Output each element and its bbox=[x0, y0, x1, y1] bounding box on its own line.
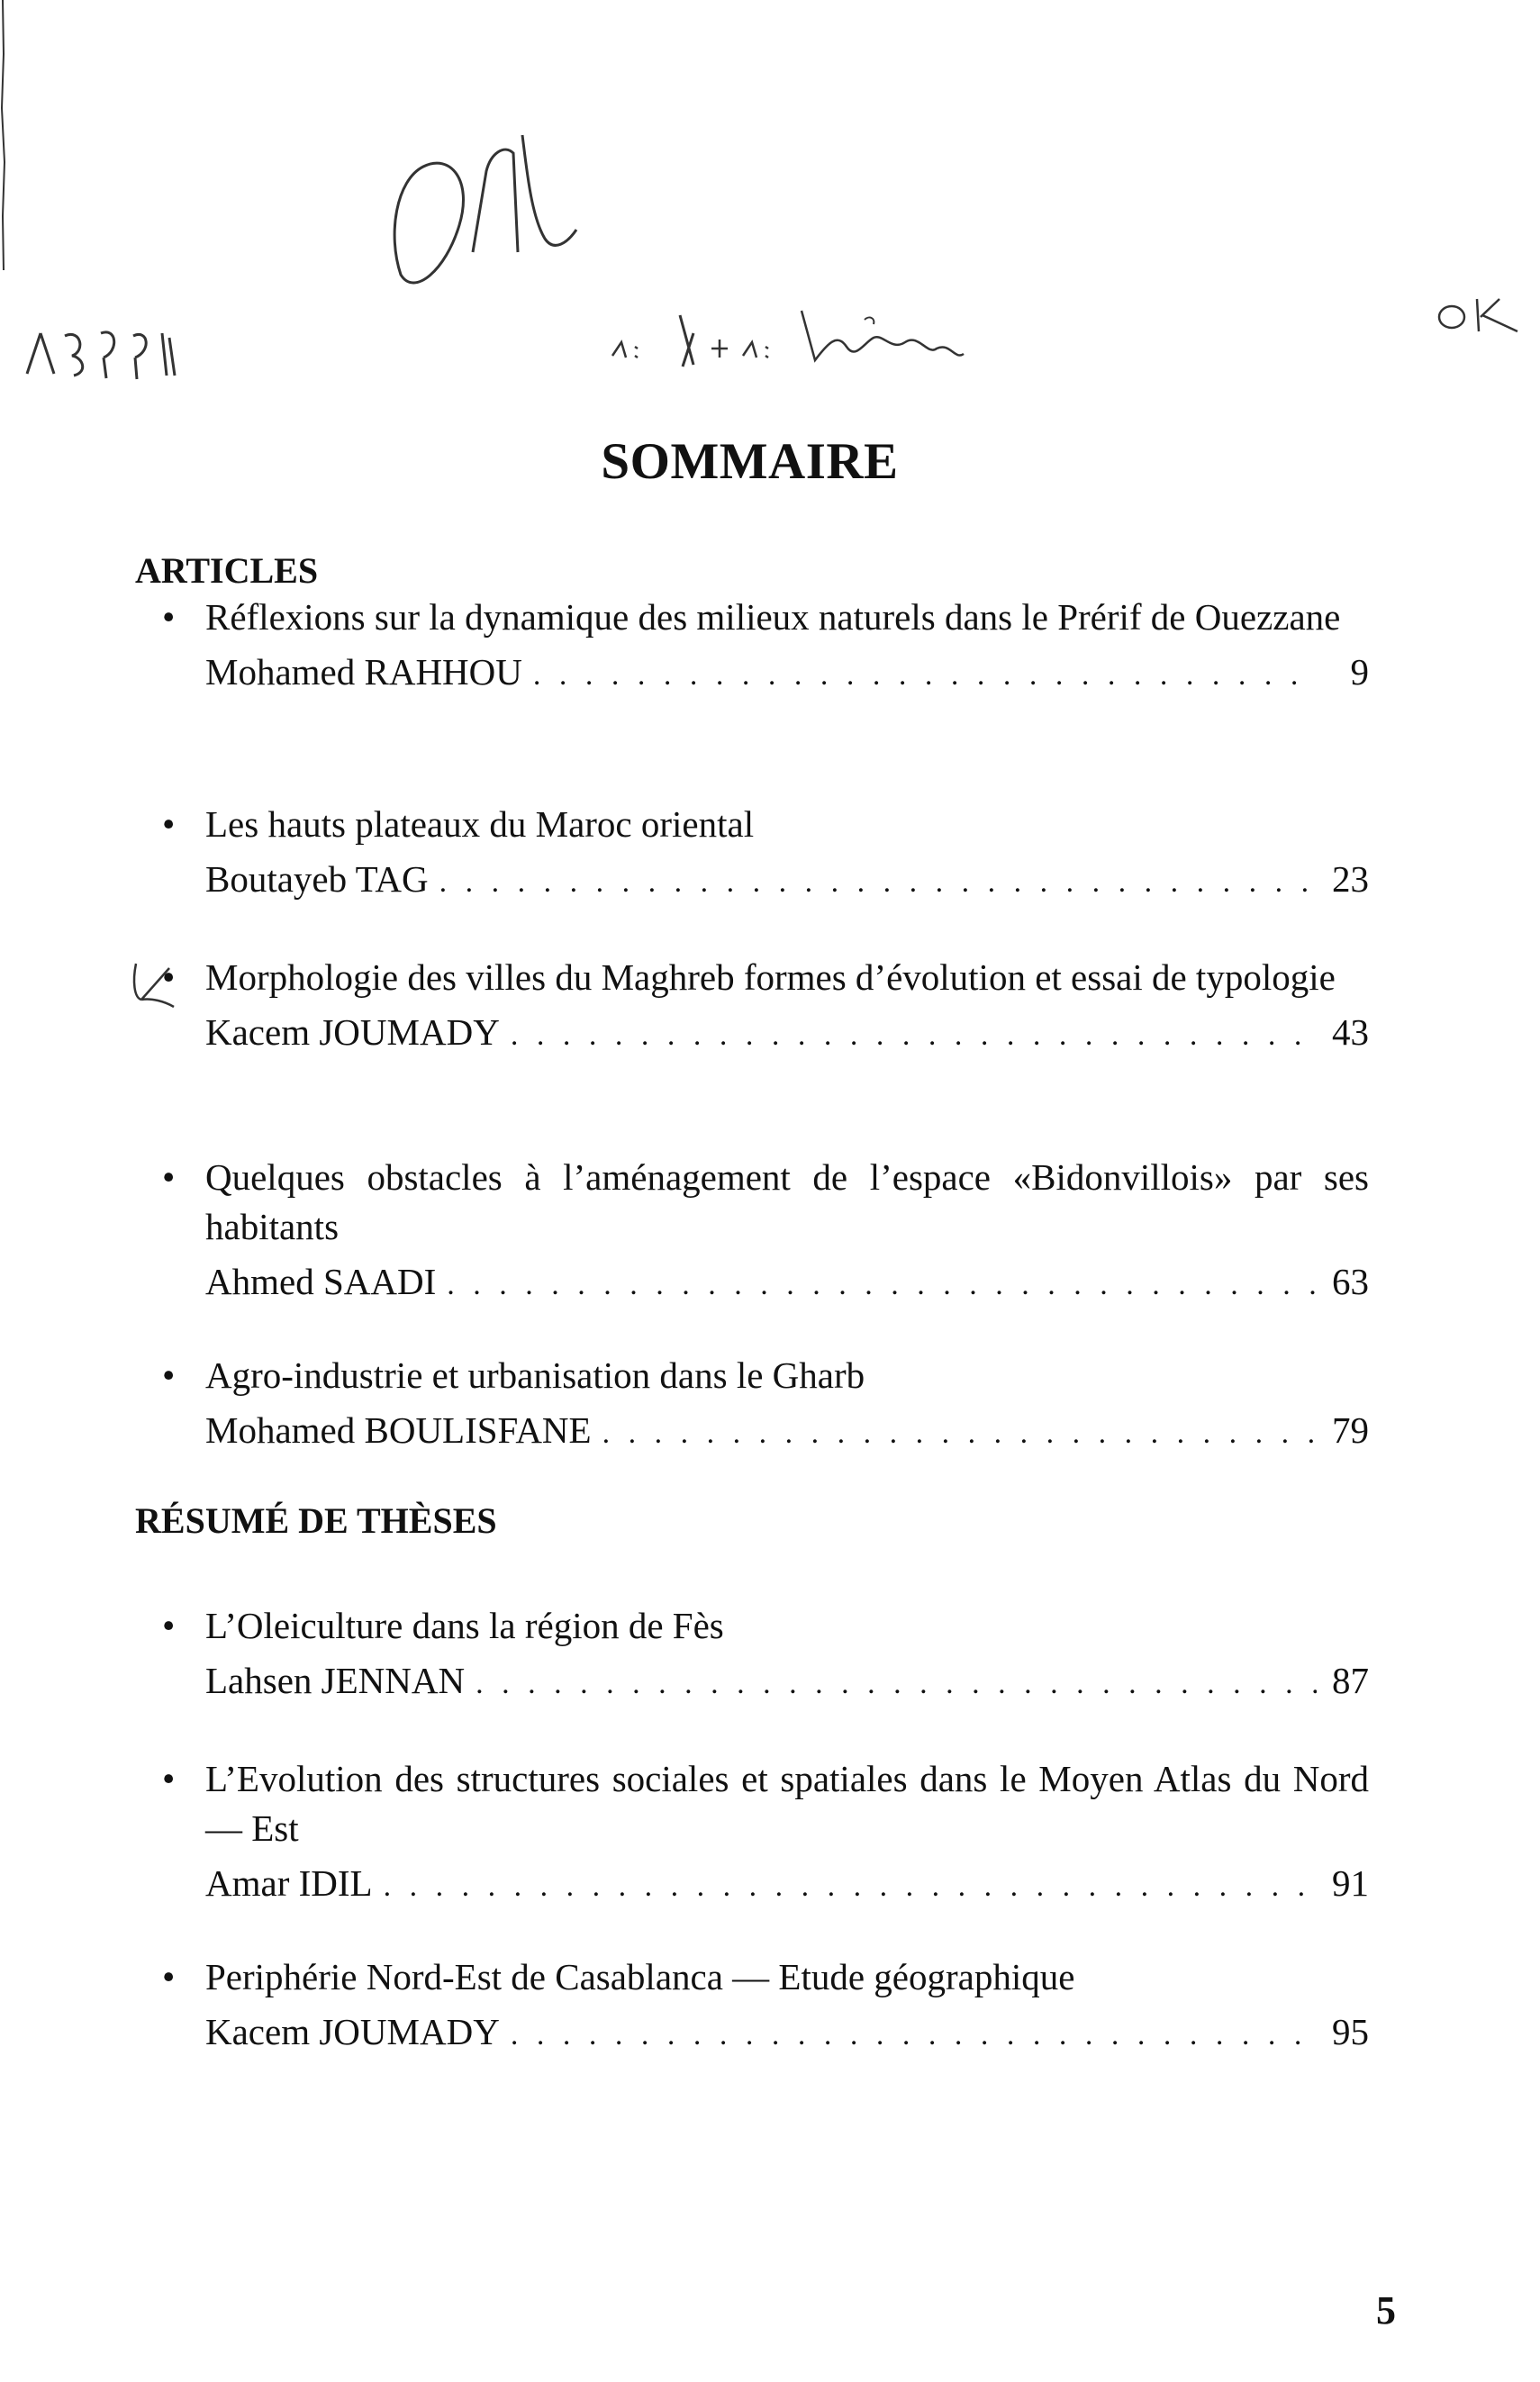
dot-leader bbox=[533, 650, 1317, 700]
toc-entry bbox=[162, 593, 1369, 700]
dot-leader bbox=[384, 1861, 1317, 1911]
toc-entry bbox=[162, 1952, 1369, 2060]
author-line bbox=[205, 2007, 1369, 2060]
toc-entry bbox=[162, 800, 1369, 907]
dot-leader bbox=[511, 2010, 1317, 2060]
entry-title: Morphologie des villes du Maghreb formes d’évolution et essai de typologie bbox=[205, 956, 1336, 998]
entry-page: 63 bbox=[1332, 1261, 1369, 1302]
author-line bbox=[205, 1656, 1369, 1708]
author-line bbox=[205, 1859, 1369, 1911]
entry-title: Agro-industrie et urbanisation dans le Gharb bbox=[205, 1354, 865, 1396]
dot-leader bbox=[511, 1010, 1317, 1060]
toc-entry bbox=[162, 1153, 1369, 1309]
bullet-icon: • bbox=[162, 1605, 176, 1646]
entry-title: L’Oleiculture dans la région de Fès bbox=[205, 1605, 724, 1646]
entry-author: Lahsen JENNAN bbox=[205, 1660, 466, 1701]
dot-leader bbox=[439, 857, 1317, 907]
entry-author: Boutayeb TAG bbox=[205, 858, 429, 900]
bullet-icon: • bbox=[162, 1956, 176, 1997]
bullet-icon: • bbox=[162, 1354, 176, 1396]
entry-author: Kacem JOUMADY bbox=[205, 1011, 500, 1053]
entry-page: 9 bbox=[1350, 651, 1369, 693]
author-line bbox=[205, 855, 1369, 907]
bullet-icon: • bbox=[162, 956, 176, 998]
dot-leader bbox=[476, 1659, 1317, 1708]
author-line bbox=[205, 1008, 1369, 1060]
toc-entry bbox=[162, 1351, 1369, 1458]
author-line bbox=[205, 1257, 1369, 1309]
entry-page: 43 bbox=[1332, 1011, 1369, 1053]
entry-page: 95 bbox=[1332, 2011, 1369, 2052]
entry-title: Periphérie Nord-Est de Casablanca — Etude géographique bbox=[205, 1956, 1075, 1997]
dot-leader bbox=[602, 1408, 1317, 1458]
toc-entry bbox=[162, 1601, 1369, 1708]
handwritten-note bbox=[594, 293, 982, 392]
bullet-icon: • bbox=[162, 596, 176, 638]
entry-page: 23 bbox=[1332, 858, 1369, 900]
handwritten-initials bbox=[360, 117, 594, 297]
entry-author: Amar IDIL bbox=[205, 1862, 373, 1904]
bullet-icon: • bbox=[162, 1758, 176, 1799]
entry-author: Ahmed SAADI bbox=[205, 1261, 437, 1302]
entry-title: L’Evolution des structures sociales et spatiales dans le Moyen Atlas du Nord — Est bbox=[205, 1758, 1369, 1849]
entry-author: Mohamed RAHHOU bbox=[205, 651, 522, 693]
page-title: SOMMAIRE bbox=[601, 433, 899, 490]
bullet-icon: • bbox=[162, 1156, 176, 1198]
entry-page: 87 bbox=[1332, 1660, 1369, 1701]
entry-page: 79 bbox=[1332, 1409, 1369, 1451]
entry-title: Les hauts plateaux du Maroc oriental bbox=[205, 803, 755, 845]
entry-title: Réflexions sur la dynamique des milieux naturels dans le Prérif de Ouezzane bbox=[205, 596, 1341, 638]
dot-leader bbox=[447, 1260, 1317, 1309]
handwritten-ok bbox=[1432, 288, 1526, 338]
entry-author: Mohamed BOULISFANE bbox=[205, 1409, 592, 1451]
toc-entry bbox=[162, 1754, 1369, 1911]
handwritten-year bbox=[18, 311, 198, 383]
bullet-icon: • bbox=[162, 803, 176, 845]
scan-edge-mark bbox=[0, 0, 13, 270]
page-number: 5 bbox=[1376, 2288, 1396, 2332]
author-line bbox=[205, 648, 1369, 700]
toc-entry bbox=[162, 953, 1369, 1060]
entry-page: 91 bbox=[1332, 1862, 1369, 1904]
author-line bbox=[205, 1406, 1369, 1458]
section-heading-theses: RÉSUMÉ DE THÈSES bbox=[135, 1500, 497, 1541]
entry-author: Kacem JOUMADY bbox=[205, 2011, 500, 2052]
entry-title: Quelques obstacles à l’aménagement de l’espace «Bidonvillois» par ses habitants bbox=[205, 1156, 1369, 1247]
section-heading-articles: ARTICLES bbox=[135, 550, 319, 591]
